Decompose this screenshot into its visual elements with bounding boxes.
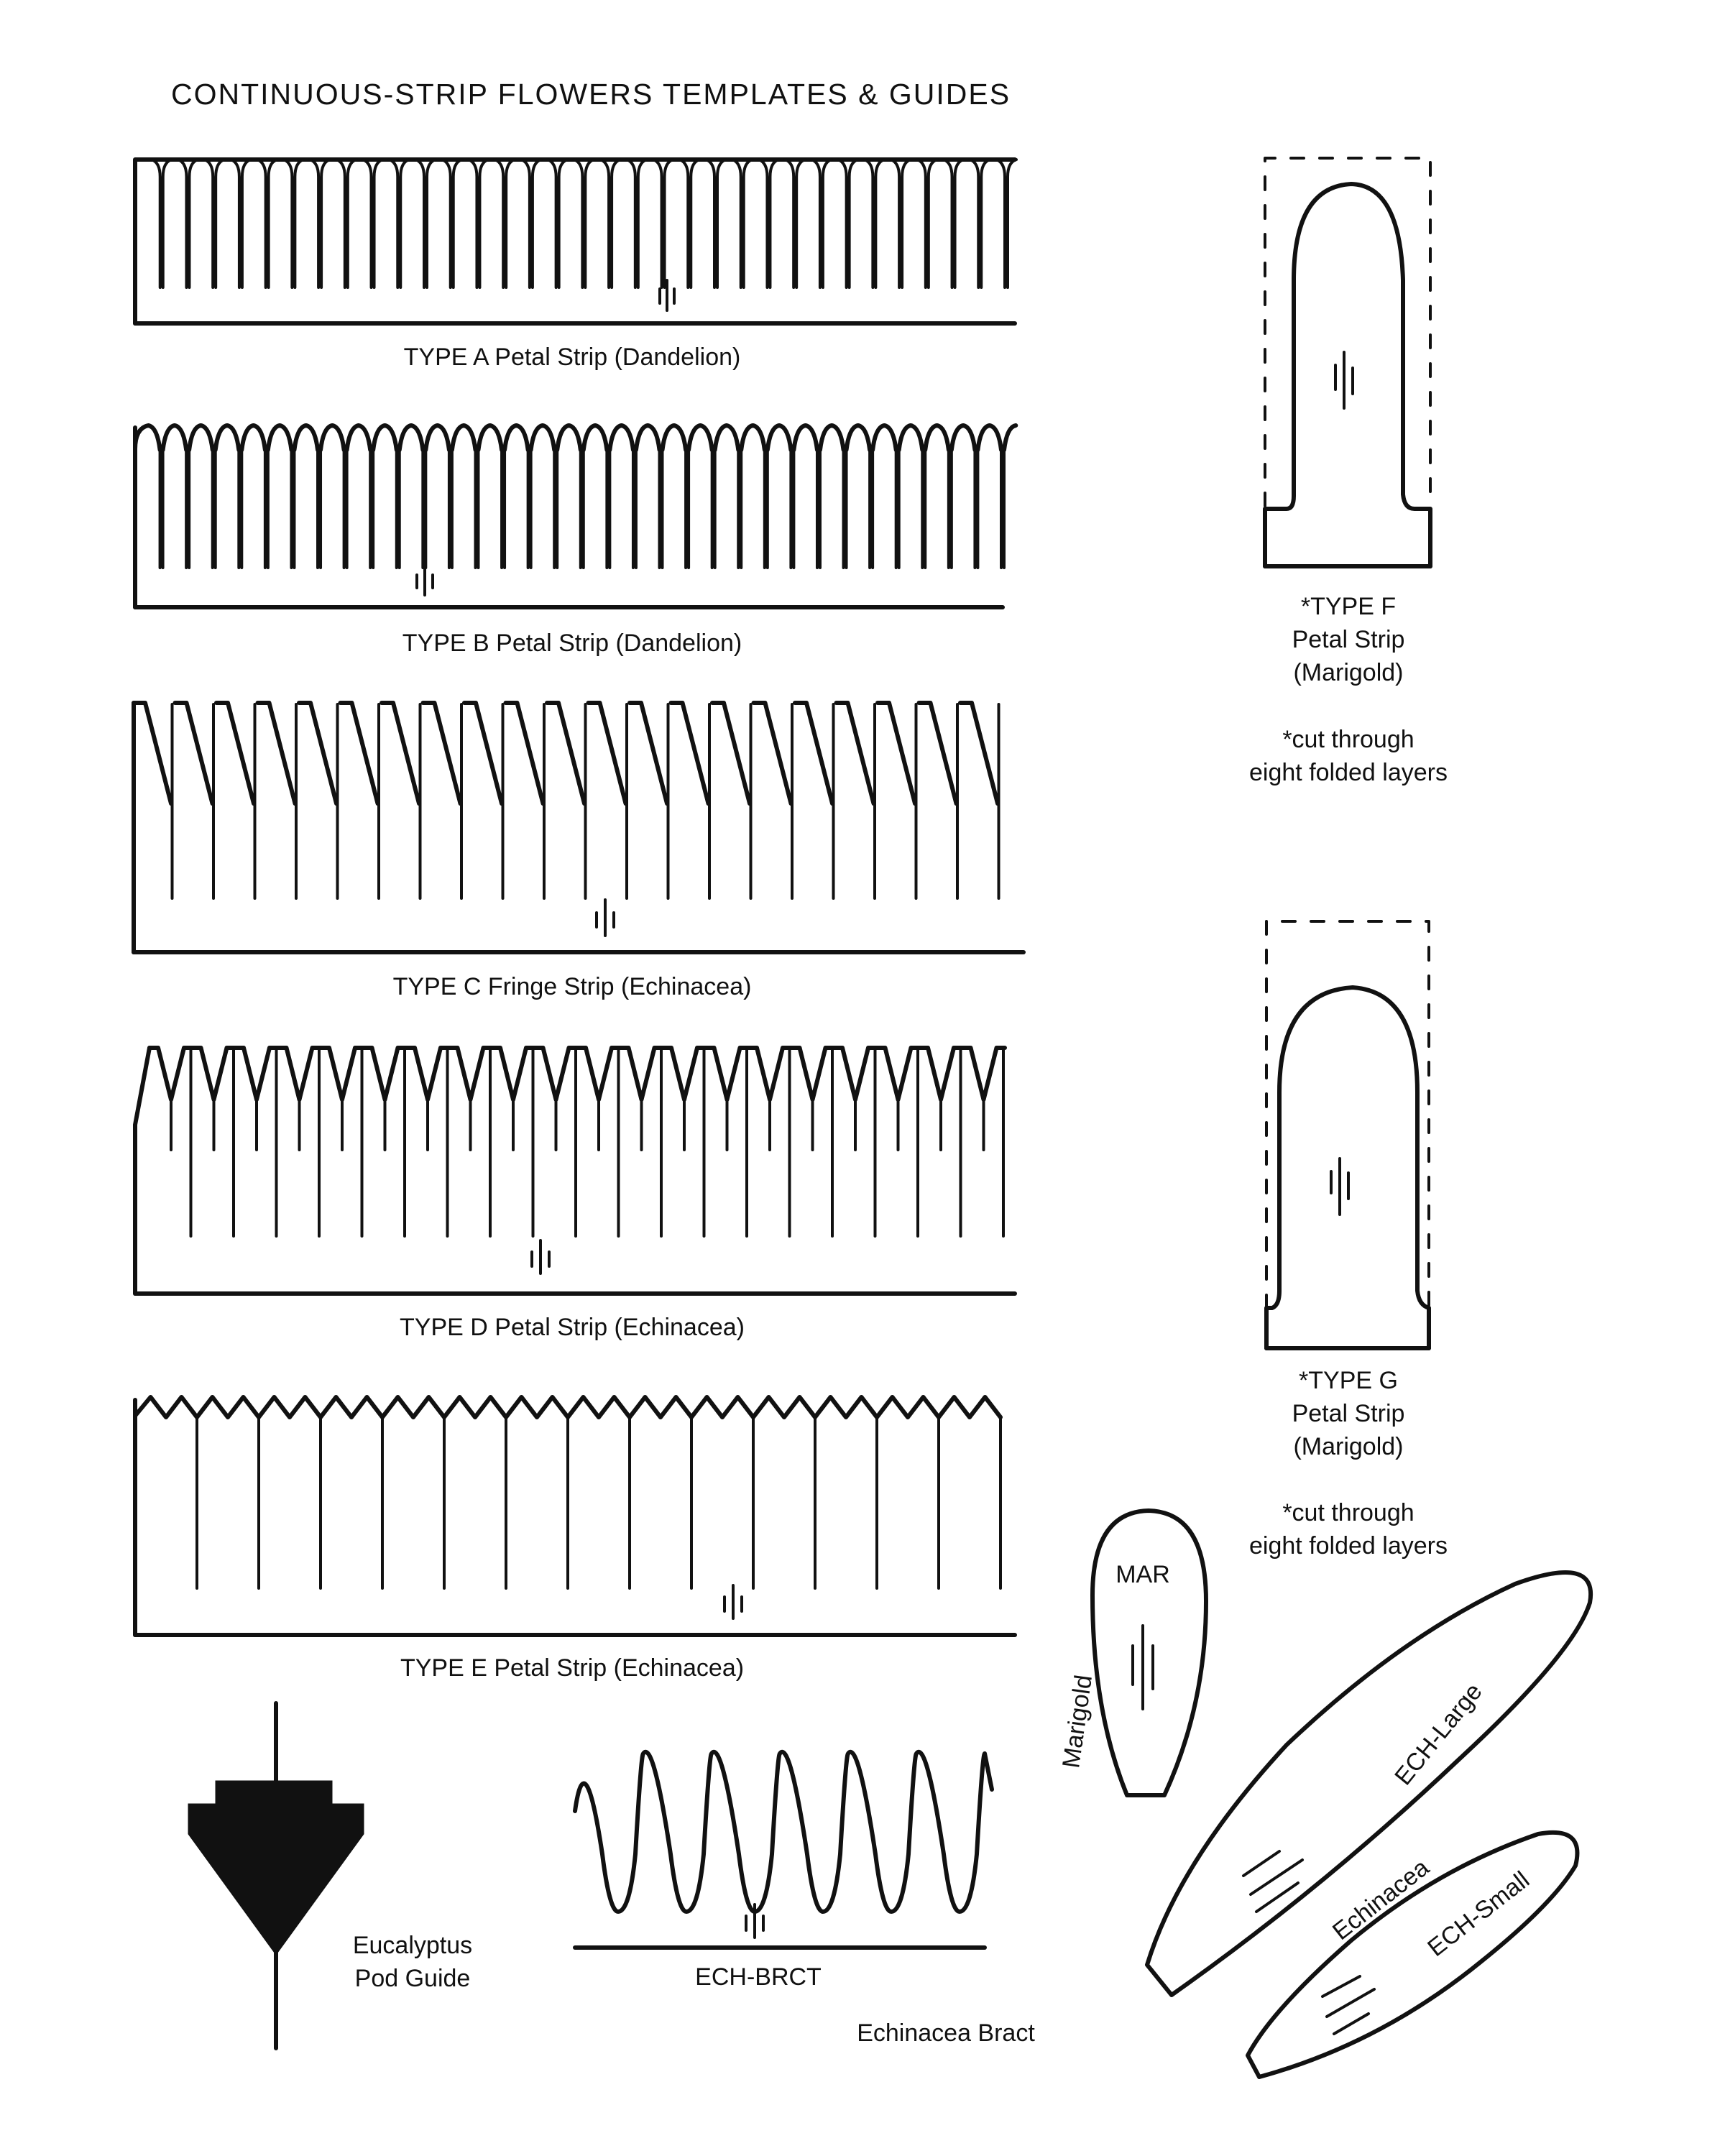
strip-d-v bbox=[364, 1048, 407, 1100]
strip-b-slit bbox=[1001, 450, 1004, 568]
strip-a-tooth bbox=[864, 160, 884, 287]
ech-large-label: ECH-Large bbox=[1389, 1678, 1488, 1791]
strip-d-label: TYPE D Petal Strip (Echinacea) bbox=[400, 1314, 745, 1341]
strip-b-slit bbox=[213, 450, 216, 568]
strip-b-slit bbox=[660, 450, 663, 568]
strip-d-v bbox=[706, 1048, 749, 1100]
strip-b-slit bbox=[291, 450, 294, 568]
strip-c-label: TYPE C Fringe Strip (Echinacea) bbox=[392, 973, 752, 1000]
strip-a-tooth bbox=[970, 160, 990, 287]
strip-a-tooth bbox=[204, 160, 224, 287]
type-f-note2: eight folded layers bbox=[1249, 759, 1448, 786]
strip-b-slit bbox=[449, 450, 452, 568]
ech-small-label: ECH-Small bbox=[1422, 1866, 1535, 1963]
ech-large-outline bbox=[1147, 1572, 1591, 1995]
strip-d-v bbox=[620, 1048, 663, 1100]
strip-a-teeth bbox=[152, 160, 1016, 287]
type-g-line3: (Marigold) bbox=[1293, 1433, 1404, 1460]
strip-b-slit bbox=[370, 450, 373, 568]
strip-b-slit bbox=[633, 450, 636, 568]
strip-a-tooth bbox=[442, 160, 462, 287]
bract-caption: Echinacea Bract bbox=[857, 2019, 1035, 2047]
marigold-petal-grain-mark bbox=[1133, 1626, 1153, 1709]
strip-d-v bbox=[663, 1048, 706, 1100]
strip-a-tooth bbox=[574, 160, 594, 287]
strip-d-v bbox=[449, 1048, 492, 1100]
strip-b-slit bbox=[844, 450, 847, 568]
strip-a-tooth bbox=[706, 160, 726, 287]
strip-type-c bbox=[134, 703, 1024, 1000]
strip-a-tooth bbox=[653, 160, 673, 287]
strip-a-tooth bbox=[468, 160, 488, 287]
strip-type-b bbox=[135, 425, 1016, 657]
strip-b-slit bbox=[502, 450, 505, 568]
type-g-line1: *TYPE G bbox=[1299, 1367, 1398, 1394]
strip-a-tooth bbox=[178, 160, 198, 287]
echinacea-bract-template bbox=[575, 1752, 1035, 2047]
strip-b-slit bbox=[318, 450, 321, 568]
strip-b-slit bbox=[475, 450, 478, 568]
strip-b-slit bbox=[528, 450, 531, 568]
type-g-note2: eight folded layers bbox=[1249, 1532, 1448, 1560]
strip-a-tooth bbox=[891, 160, 911, 287]
strip-d-v bbox=[962, 1048, 1006, 1100]
marigold-side-label: Marigold bbox=[1057, 1673, 1098, 1770]
type-g-note1: *cut through bbox=[1282, 1499, 1414, 1526]
strip-d-v bbox=[577, 1048, 620, 1100]
strip-b-scallops bbox=[135, 425, 1016, 450]
strip-d-v bbox=[834, 1048, 877, 1100]
strip-d-v bbox=[877, 1048, 920, 1100]
strip-a-tooth bbox=[679, 160, 699, 287]
strip-a-tooth bbox=[310, 160, 330, 287]
type-g-grain-mark bbox=[1331, 1158, 1348, 1215]
strip-b-slit bbox=[738, 450, 741, 568]
marigold-petal-outline bbox=[1092, 1511, 1206, 1795]
strip-d-v bbox=[406, 1048, 449, 1100]
strip-b-slit bbox=[949, 450, 952, 568]
strip-b-slit bbox=[607, 450, 610, 568]
strip-a-tooth bbox=[336, 160, 356, 287]
strip-a-tooth bbox=[758, 160, 778, 287]
strip-b-slit bbox=[896, 450, 899, 568]
page-title: CONTINUOUS-STRIP FLOWERS TEMPLATES & GUIDES bbox=[171, 78, 1011, 111]
type-g-petal-outline bbox=[1266, 987, 1429, 1348]
strip-e-zigzag bbox=[135, 1397, 1000, 1417]
strip-b-teeth bbox=[135, 425, 1016, 568]
strip-a-tooth bbox=[363, 160, 383, 287]
strip-a-tooth bbox=[389, 160, 409, 287]
strip-b-slit bbox=[160, 450, 163, 568]
type-f-line1: *TYPE F bbox=[1300, 593, 1397, 620]
echinacea-petal-templates bbox=[1147, 1572, 1591, 2077]
strip-b-slit bbox=[581, 450, 584, 568]
strip-type-d bbox=[135, 1048, 1015, 1341]
strip-a-tooth bbox=[917, 160, 937, 287]
strip-b-slit bbox=[265, 450, 268, 568]
ech-small-grain-mark bbox=[1322, 1976, 1374, 2034]
bract-code-label: ECH-BRCT bbox=[695, 1963, 822, 1991]
strip-b-slit bbox=[817, 450, 820, 568]
strip-b-slit bbox=[870, 450, 873, 568]
strip-c-fringe bbox=[134, 703, 1002, 898]
strip-d-v bbox=[919, 1048, 962, 1100]
strip-d-v bbox=[278, 1048, 321, 1100]
bract-wave-outline bbox=[575, 1752, 992, 1912]
strip-b-slit bbox=[423, 450, 426, 568]
type-f-note1: *cut through bbox=[1282, 726, 1414, 753]
strip-a-tooth bbox=[838, 160, 858, 287]
strip-b-label: TYPE B Petal Strip (Dandelion) bbox=[402, 630, 742, 657]
strip-a-tooth bbox=[811, 160, 832, 287]
type-f-fold-box bbox=[1265, 158, 1430, 506]
strip-a-tooth bbox=[152, 160, 172, 287]
strip-a-tooth bbox=[600, 160, 620, 287]
strip-a-tooth bbox=[257, 160, 277, 287]
strip-b-slit bbox=[344, 450, 347, 568]
strip-a-label: TYPE A Petal Strip (Dandelion) bbox=[403, 344, 741, 371]
strip-e-grain-mark bbox=[724, 1585, 742, 1618]
strip-d-v bbox=[321, 1048, 364, 1100]
strip-a-tooth bbox=[548, 160, 568, 287]
eucalyptus-label-line1: Eucalyptus bbox=[352, 1932, 473, 1959]
strip-c-grain-mark bbox=[597, 900, 614, 936]
strip-d-v bbox=[748, 1048, 791, 1100]
strip-d-v bbox=[150, 1048, 193, 1100]
strip-b-slit bbox=[239, 450, 242, 568]
marigold-petal-template bbox=[1057, 1511, 1206, 1795]
type-f-grain-mark bbox=[1335, 352, 1353, 408]
strip-b-slit bbox=[922, 450, 925, 568]
strip-d-outline bbox=[135, 1048, 150, 1294]
eucalyptus-pod-shape bbox=[188, 1781, 364, 1955]
strip-b-slit bbox=[712, 450, 715, 568]
marigold-petal-code: MAR bbox=[1116, 1561, 1170, 1588]
type-f-petal-outline bbox=[1265, 184, 1430, 566]
strip-c-sawtooth bbox=[134, 703, 1002, 803]
strip-b-slit bbox=[397, 450, 400, 568]
strip-a-tooth bbox=[283, 160, 303, 287]
strip-d-v bbox=[492, 1048, 535, 1100]
strip-d-v bbox=[791, 1048, 834, 1100]
strip-d-v bbox=[535, 1048, 578, 1100]
type-f-line3: (Marigold) bbox=[1293, 659, 1404, 686]
strip-e-teeth bbox=[135, 1397, 1000, 1588]
strip-b-slit bbox=[765, 450, 768, 568]
strip-d-teeth bbox=[150, 1048, 1005, 1236]
strip-b-slit bbox=[975, 450, 978, 568]
strip-type-e bbox=[135, 1397, 1015, 1682]
strip-a-tooth bbox=[996, 160, 1016, 287]
strip-b-slit bbox=[186, 450, 189, 568]
strip-a-tooth bbox=[494, 160, 515, 287]
strip-b-slit bbox=[554, 450, 557, 568]
echinacea-group-label: Echinacea bbox=[1327, 1853, 1435, 1946]
strip-a-tooth bbox=[415, 160, 436, 287]
strip-a-tooth bbox=[521, 160, 541, 287]
strip-a-tooth bbox=[785, 160, 805, 287]
type-g-fold-box bbox=[1266, 921, 1429, 1308]
strip-type-a bbox=[135, 160, 1016, 371]
type-g-template bbox=[1249, 921, 1448, 1560]
strip-d-grain-mark bbox=[532, 1240, 549, 1273]
strip-a-tooth bbox=[231, 160, 251, 287]
type-f-template bbox=[1249, 158, 1448, 786]
strip-b-slit bbox=[791, 450, 794, 568]
strip-a-tooth bbox=[627, 160, 647, 287]
strip-d-v bbox=[235, 1048, 278, 1100]
strip-a-tooth bbox=[732, 160, 753, 287]
strip-e-label: TYPE E Petal Strip (Echinacea) bbox=[400, 1654, 745, 1682]
strip-a-tooth bbox=[944, 160, 964, 287]
strip-b-slit bbox=[686, 450, 689, 568]
type-g-line2: Petal Strip bbox=[1292, 1400, 1405, 1427]
eucalyptus-pod-guide bbox=[188, 1703, 472, 2048]
eucalyptus-label-line2: Pod Guide bbox=[354, 1965, 471, 1992]
strip-d-v bbox=[193, 1048, 236, 1100]
strip-b-grain-mark bbox=[417, 565, 433, 595]
type-f-line2: Petal Strip bbox=[1292, 626, 1405, 653]
